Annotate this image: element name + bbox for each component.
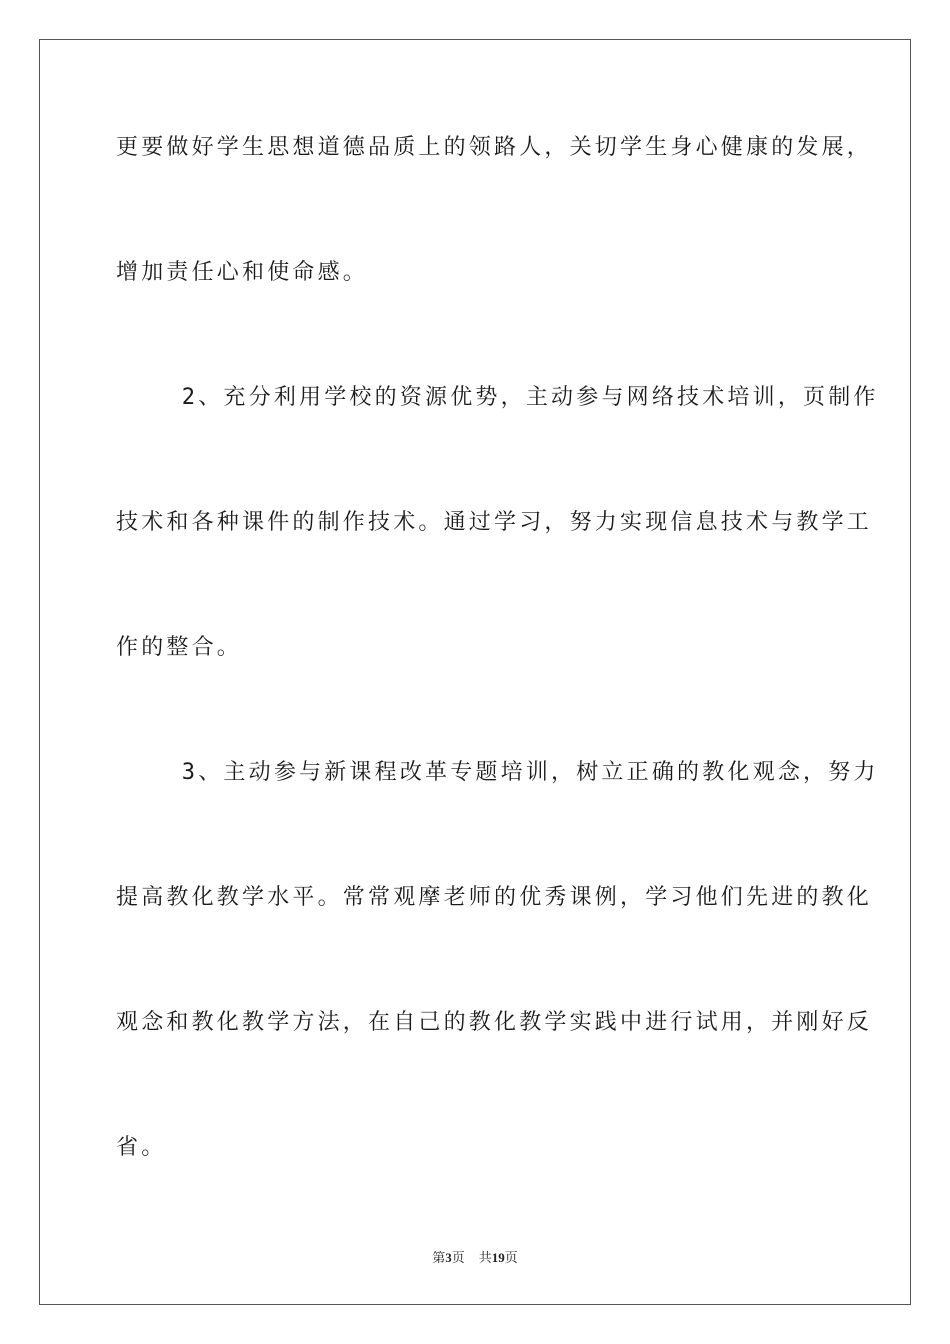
footer-total-pages: 19	[491, 1250, 505, 1265]
page-footer	[0, 1247, 950, 1266]
footer-page-suffix: 页	[451, 1250, 465, 1265]
paragraph-3-line-3: 观念和教化教学方法，在自己的教化教学实践中进行试用，并刚好反	[116, 1010, 873, 1035]
footer-page-prefix: 第	[432, 1250, 446, 1265]
paragraph-2-line-2: 技术和各种课件的制作技术。通过学习，努力实现信息技术与教学工	[116, 510, 873, 535]
footer-page-number: 3	[445, 1250, 452, 1265]
paragraph-2-line-3: 作的整合。	[116, 635, 243, 660]
paragraph-3-line-2: 提高教化教学水平。常常观摩老师的优秀课例，学习他们先进的教化	[116, 885, 873, 910]
paragraph-1-line-1: 更要做好学生思想道德品质上的领路人，关切学生身心健康的发展，	[116, 135, 873, 160]
paragraph-2-line-1: 2、充分利用学校的资源优势，主动参与网络技术培训，页制作	[116, 385, 879, 410]
paragraph-3-line-4: 省。	[116, 1135, 167, 1160]
page-border	[39, 39, 911, 1305]
paragraph-3-line-1: 3、主动参与新课程改革专题培训，树立正确的教化观念，努力	[116, 760, 879, 785]
footer-total-prefix: 共	[478, 1250, 492, 1265]
paragraph-1-line-2: 增加责任心和使命感。	[116, 260, 369, 285]
footer-total-suffix: 页	[504, 1250, 518, 1265]
